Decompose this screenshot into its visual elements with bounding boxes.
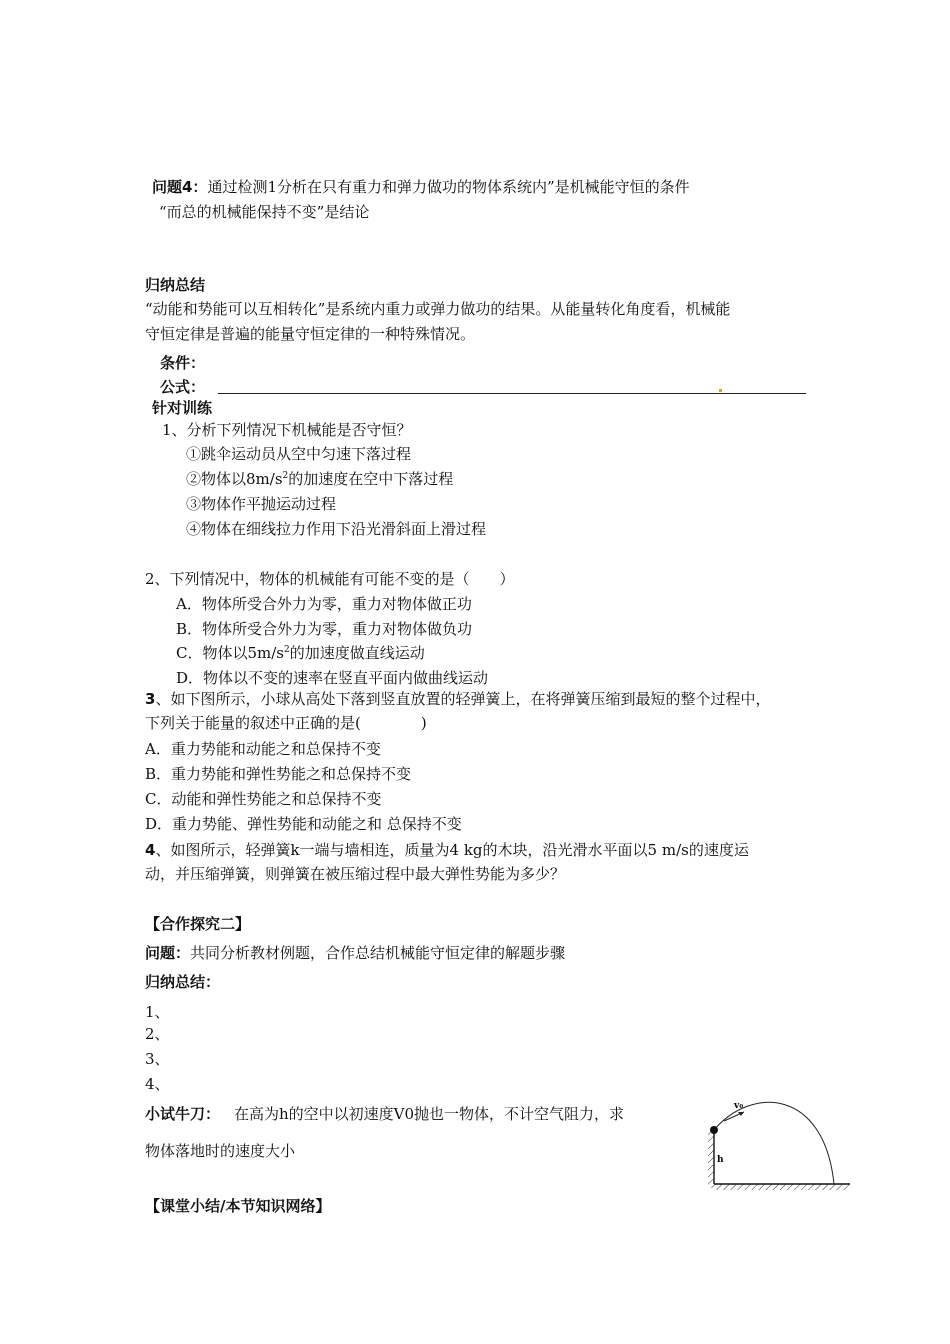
coop-step-1: 1、 — [145, 1003, 170, 1021]
condition-label: 条件： — [160, 354, 206, 372]
formula-blank-line — [218, 393, 806, 394]
trajectory-curve — [714, 1102, 834, 1184]
coop-step-2: 2、 — [145, 1025, 170, 1043]
training-q1-item4: ④物体在细线拉力作用下沿光滑斜面上滑过程 — [186, 520, 487, 538]
q4-line2: “而总的机械能保持不变”是结论 — [159, 203, 370, 221]
training-q3-optB: B．重力势能和弹性势能之和总保持不变 — [145, 765, 412, 783]
training-q3-optC: C．动能和弹性势能之和总保持不变 — [145, 790, 382, 808]
training-q2-optA: A．物体所受合外力为零，重力对物体做正功 — [176, 595, 472, 613]
summary-p1: “动能和势能可以互相转化”是系统内重力或弹力做功的结果。从能量转化角度看，机械能 — [145, 300, 731, 318]
training-heading: 针对训练 — [152, 399, 213, 417]
training-q1-item2: ②物体以$8m/s^2$的加速度在空中下落过程 — [186, 470, 454, 488]
coop-heading: 【合作探究二】 — [145, 915, 251, 933]
training-q3-optD: D．重力势能、弹性势能和动能之和 总保持不变 — [145, 815, 462, 833]
coop-summary-heading: 归纳总结： — [145, 973, 221, 991]
q4-text1: 通过检测1分析在只有重力和弹力做功的物体系统内”是机械能守恒的条件 — [207, 178, 690, 196]
cliff-hatch — [708, 1130, 714, 1188]
training-q3-line1: 3、如下图所示，小球从高处下落到竖直放置的轻弹簧上，在将弹簧压缩到最短的整个过程中， — [145, 690, 771, 708]
coop-step-3: 3、 — [145, 1050, 170, 1068]
training-q3-optA: A．重力势能和动能之和总保持不变 — [145, 740, 381, 758]
coop-question: 问题：共同分析教材例题，合作总结机械能守恒定律的解题步骤 — [145, 944, 566, 962]
projectile-figure — [706, 1094, 856, 1194]
ball — [710, 1126, 718, 1134]
summary-p2: 守恒定律是普遍的能量守恒定律的一种特殊情况。 — [145, 325, 476, 343]
q4-line1 — [152, 177, 690, 197]
formula-label: 公式： — [160, 378, 206, 396]
q4-label: 问题4： — [152, 178, 208, 196]
training-q1-stem: 1、分析下列情况下机械能是否守恒？ — [162, 421, 412, 439]
ground-hatch — [714, 1184, 850, 1190]
v0-label: v₀ — [734, 1101, 744, 1111]
training-q3-line2: 下列关于能量的叙述中正确的是( ) — [145, 714, 427, 732]
training-q2-stem: 2、下列情况中，物体的机械能有可能不变的是（ ） — [145, 570, 515, 588]
training-q4-line1: 4、如图所示，轻弹簧k一端与墙相连，质量为4 kg的木块，沿光滑水平面以5 m/s的速度运 — [145, 841, 749, 859]
orange-dot — [719, 389, 722, 392]
wrap-heading: 【课堂小结/本节知识网络】 — [145, 1197, 331, 1215]
h-label: h — [717, 1155, 724, 1165]
training-q2-optB: B．物体所受合外力为零，重力对物体做负功 — [176, 620, 473, 638]
training-q2-optD: D．物体以不变的速率在竖直平面内做曲线运动 — [176, 669, 489, 687]
training-q1-item1: ①跳伞运动员从空中匀速下落过程 — [186, 445, 412, 463]
trial-line2: 物体落地时的速度大小 — [145, 1142, 296, 1160]
training-q1-item3: ③物体作平抛运动过程 — [186, 495, 337, 513]
training-q4-line2: 动，并压缩弹簧，则弹簧在被压缩过程中最大弹性势能为多少？ — [145, 865, 566, 883]
coop-step-4: 4、 — [145, 1075, 170, 1093]
training-q2-optC: C．物体以$5m/s^2$的加速度做直线运动 — [176, 644, 425, 662]
trial-line1: 小试牛刀： 在高为h的空中以初速度V0抛也一物体，不计空气阻力，求 — [145, 1105, 625, 1123]
summary-heading: 归纳总结 — [145, 276, 206, 294]
